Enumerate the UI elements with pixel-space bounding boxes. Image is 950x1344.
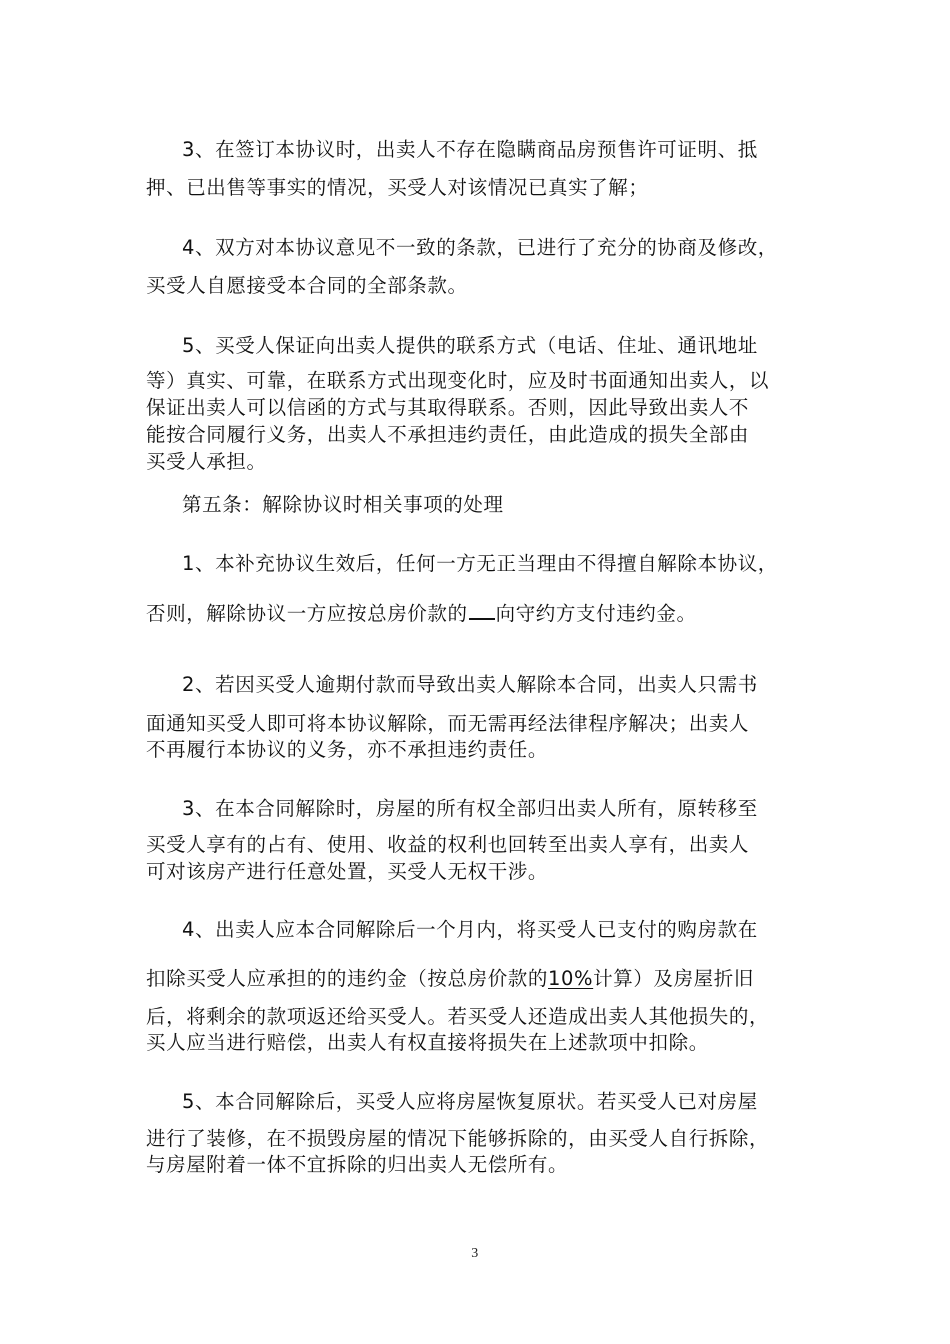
clause-5-3-line-2: 买受人享有的占有、使用、收益的权利也回转至出卖人享有，出卖人 (146, 833, 750, 856)
page-number: 3 (471, 1246, 479, 1261)
clause-4-5-line-2: 等）真实、可靠，在联系方式出现变化时，应及时书面通知出卖人，以 (146, 369, 770, 392)
clause-5-5-line-2: 进行了装修，在不损毁房屋的情况下能够拆除的，由买受人自行拆除， (146, 1127, 770, 1150)
clause-4-5-line-1: 5、买受人保证向出卖人提供的联系方式（电话、住址、通讯地址 (182, 334, 758, 357)
clause-5-4-text-c: 计算）及房屋折旧 (593, 967, 754, 990)
clause-5-5-line-3: 与房屋附着一体不宜拆除的归出卖人无偿所有。 (146, 1153, 569, 1176)
clause-4-5-line-3: 保证出卖人可以信函的方式与其取得联系。否则，因此导致出卖人不 (146, 396, 750, 419)
clause-4-5-line-5: 买受人承担。 (146, 450, 267, 473)
clause-5-2-line-1: 2、若因买受人逾期付款而导致出卖人解除本合同，出卖人只需书 (182, 673, 758, 696)
article-5-heading: 第五条：解除协议时相关事项的处理 (182, 493, 504, 516)
clause-5-1-line-1: 1、本补充协议生效后，任何一方无正当理由不得擅自解除本协议， (182, 552, 778, 575)
clause-4-3-line-1: 3、在签订本协议时，出卖人不存在隐瞒商品房预售许可证明、抵 (182, 138, 758, 161)
penalty-percentage: 10% (548, 967, 594, 990)
blank-underline (469, 600, 495, 620)
clause-5-5-line-1: 5、本合同解除后，买受人应将房屋恢复原状。若买受人已对房屋 (182, 1090, 758, 1113)
clause-5-2-line-3: 不再履行本协议的义务，亦不承担违约责任。 (146, 738, 549, 761)
clause-5-1-line-2 (146, 600, 697, 626)
clause-4-4-line-1: 4、双方对本协议意见不一致的条款，已进行了充分的协商及修改， (182, 236, 778, 259)
clause-5-4-line-4: 买人应当进行赔偿，出卖人有权直接将损失在上述款项中扣除。 (146, 1031, 709, 1054)
clause-5-4-line-3: 后，将剩余的款项返还给买受人。若买受人还造成出卖人其他损失的， (146, 1005, 770, 1028)
clause-4-3-line-2: 押、已出售等事实的情况，买受人对该情况已真实了解； (146, 176, 649, 199)
clause-5-4-line-1: 4、出卖人应本合同解除后一个月内，将买受人已支付的购房款在 (182, 918, 758, 941)
clause-4-4-line-2: 买受人自愿接受本合同的全部条款。 (146, 274, 468, 297)
clause-5-1-text-b: 向守约方支付违约金。 (495, 602, 697, 625)
clause-5-4-line-2 (146, 967, 754, 991)
clause-5-1-text-a: 否则，解除协议一方应按总房价款的 (146, 602, 468, 625)
clause-5-3-line-3: 可对该房产进行任意处置，买受人无权干涉。 (146, 860, 549, 883)
clause-4-5-line-4: 能按合同履行义务，出卖人不承担违约责任，由此造成的损失全部由 (146, 423, 750, 446)
clause-5-3-line-1: 3、在本合同解除时，房屋的所有权全部归出卖人所有，原转移至 (182, 797, 758, 820)
clause-5-4-text-a: 扣除买受人应承担的的违约金（按总房价款的 (146, 967, 549, 990)
clause-5-2-line-2: 面通知买受人即可将本协议解除，而无需再经法律程序解决；出卖人 (146, 712, 750, 735)
